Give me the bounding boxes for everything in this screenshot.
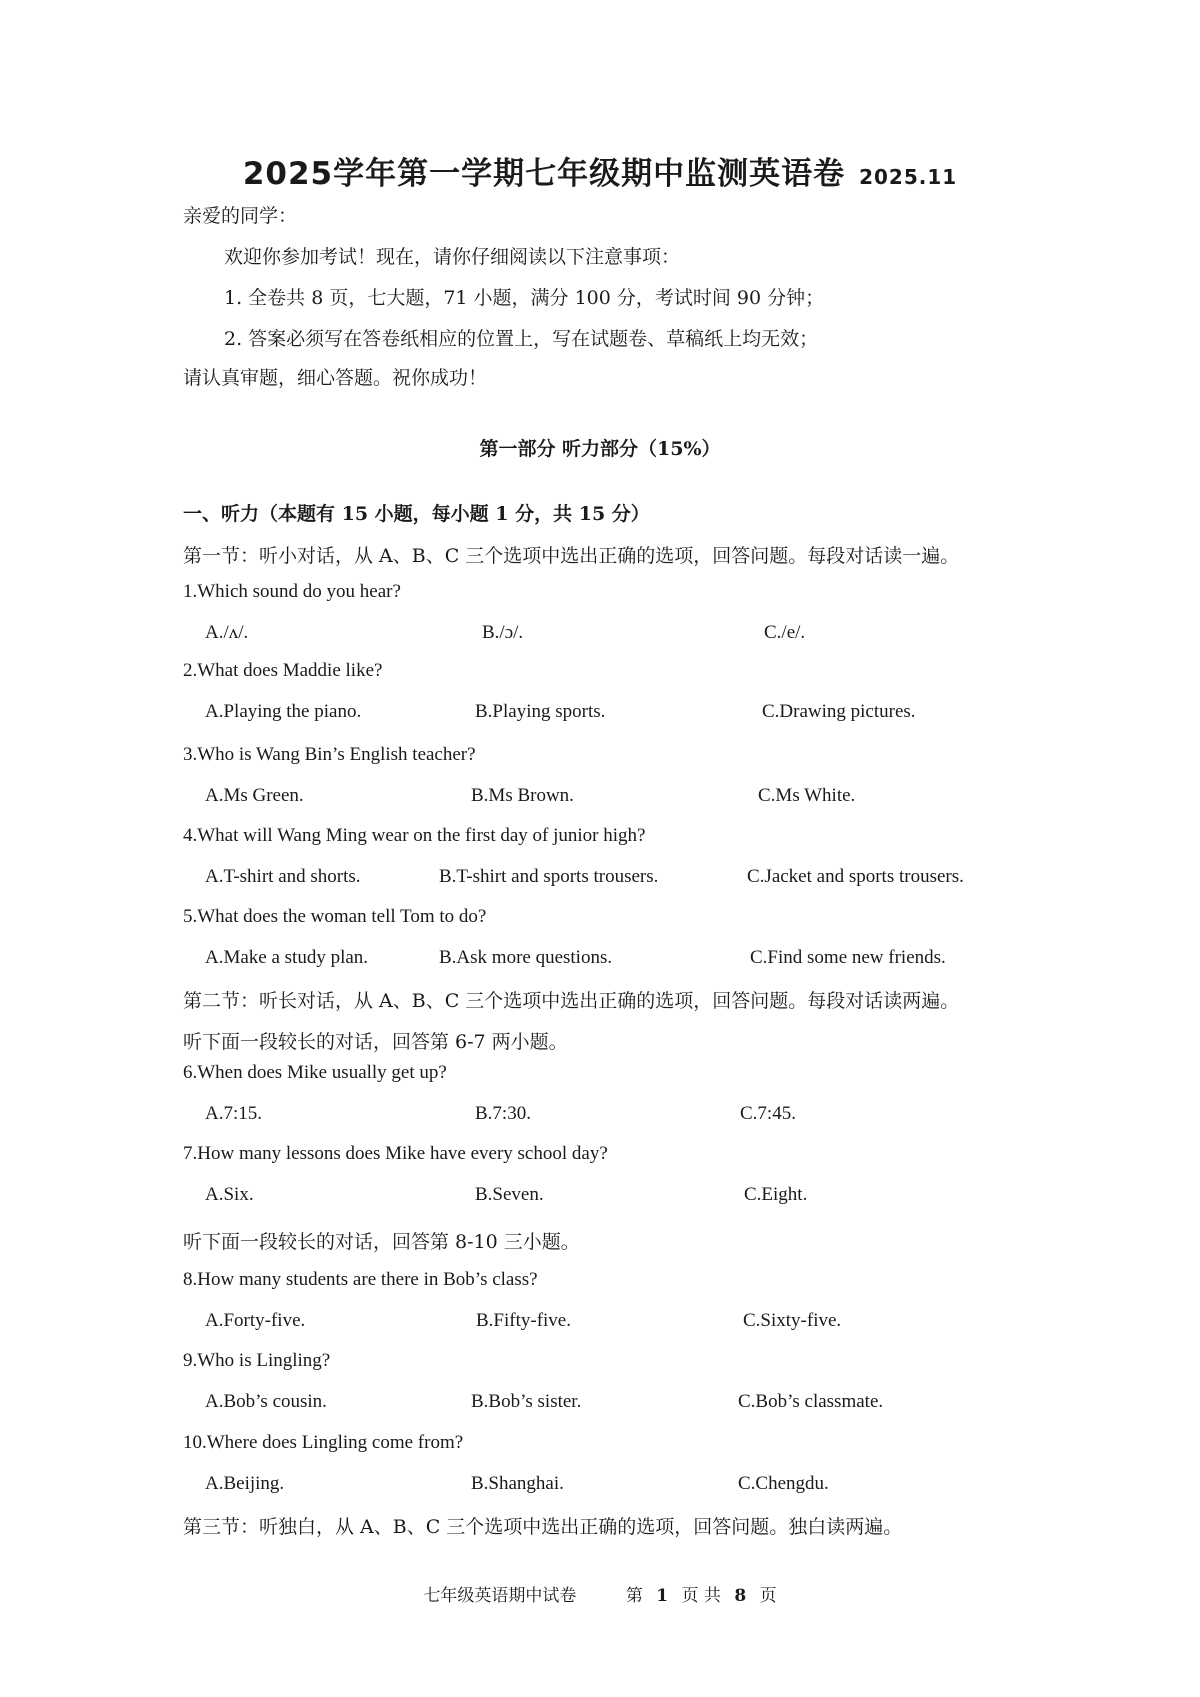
exam-date: 2025.11 (859, 165, 958, 189)
note-1: 1. 全卷共 8 页，七大题，71 小题，满分 100 分，考试时间 90 分钟； (224, 287, 825, 309)
option-b: B.Playing sports. (475, 701, 606, 722)
option-c: C.Drawing pictures. (762, 701, 916, 722)
question-1: 1.Which sound do you hear? (183, 581, 401, 602)
option-b: B.Ask more questions. (439, 947, 613, 968)
option-a: A.Ms Green. (205, 785, 304, 806)
option-c: C.7:45. (740, 1103, 796, 1124)
page-footer (0, 1581, 1200, 1606)
option-a: A.7:15. (205, 1103, 262, 1124)
option-a: A.T-shirt and shorts. (205, 866, 361, 887)
option-b: B.T-shirt and sports trousers. (439, 866, 659, 887)
title-text: 2025学年第一学期七年级期中监测英语卷 (242, 156, 846, 192)
question-4: 4.What will Wang Ming wear on the first day of junior high? (183, 825, 646, 846)
option-b: B./ɔ/. (482, 622, 524, 643)
note-2: 2. 答案必须写在答卷纸相应的位置上，写在试题卷、草稿纸上均无效； (224, 328, 819, 350)
subsection-3-instructions: 第三节：听独白，从 A、B、C 三个选项中选出正确的选项，回答问题。独白读两遍。 (183, 1516, 903, 1538)
part-heading: 第一部分 听力部分（15%） (479, 438, 721, 460)
question-9: 9.Who is Lingling? (183, 1350, 331, 1371)
option-c: C.Ms White. (758, 785, 856, 806)
question-8: 8.How many students are there in Bob’s class? (183, 1269, 538, 1290)
option-b: B.Seven. (475, 1184, 544, 1205)
option-c: C.Find some new friends. (750, 947, 946, 968)
welcome-text: 欢迎你参加考试！现在，请你仔细阅读以下注意事项： (224, 246, 681, 268)
question-10: 10.Where does Lingling come from? (183, 1432, 464, 1453)
instruction-q6-7: 听下面一段较长的对话，回答第 6-7 两小题。 (183, 1031, 568, 1053)
footer-di: 第 (625, 1586, 643, 1606)
option-c: C.Chengdu. (738, 1473, 829, 1494)
question-3: 3.Who is Wang Bin’s English teacher? (183, 744, 476, 765)
footer-ye: 页 (759, 1586, 777, 1606)
instruction-q8-10: 听下面一段较长的对话，回答第 8-10 三小题。 (183, 1231, 580, 1253)
option-b: B.Bob’s sister. (471, 1391, 582, 1412)
option-c: C.Jacket and sports trousers. (747, 866, 964, 887)
option-b: B.Ms Brown. (471, 785, 574, 806)
option-a: A.Make a study plan. (205, 947, 369, 968)
option-a: A.Six. (205, 1184, 254, 1205)
question-2: 2.What does Maddie like? (183, 660, 383, 681)
option-a: A./ʌ/. (205, 622, 249, 643)
option-b: B.Fifty-five. (476, 1310, 571, 1331)
question-5: 5.What does the woman tell Tom to do? (183, 906, 487, 927)
closing-text: 请认真审题，细心答题。祝你成功！ (183, 367, 488, 389)
exam-title (0, 148, 1200, 193)
subsection-1-instructions: 第一节：听小对话，从 A、B、C 三个选项中选出正确的选项，回答问题。每段对话读一遍。 (183, 545, 960, 567)
option-b: B.Shanghai. (471, 1473, 564, 1494)
total-page-number: 8 (734, 1586, 747, 1606)
footer-ye-gong: 页 共 (681, 1586, 721, 1606)
paper-name: 七年级英语期中试卷 (423, 1586, 577, 1606)
current-page-number: 1 (656, 1586, 669, 1606)
option-a: A.Forty-five. (205, 1310, 306, 1331)
subsection-2-instructions: 第二节：听长对话，从 A、B、C 三个选项中选出正确的选项，回答问题。每段对话读两遍。 (183, 990, 960, 1012)
option-c: C.Sixty-five. (743, 1310, 842, 1331)
section-heading: 一、听力（本题有 15 小题，每小题 1 分，共 15 分） (183, 503, 650, 525)
option-a: A.Bob’s cousin. (205, 1391, 327, 1412)
option-c: C.Eight. (744, 1184, 808, 1205)
question-7: 7.How many lessons does Mike have every school day? (183, 1143, 608, 1164)
option-c: C.Bob’s classmate. (738, 1391, 884, 1412)
question-6: 6.When does Mike usually get up? (183, 1062, 447, 1083)
greeting: 亲爱的同学： (183, 205, 298, 227)
option-a: A.Playing the piano. (205, 701, 362, 722)
option-a: A.Beijing. (205, 1473, 285, 1494)
option-c: C./e/. (764, 622, 806, 643)
option-b: B.7:30. (475, 1103, 531, 1124)
